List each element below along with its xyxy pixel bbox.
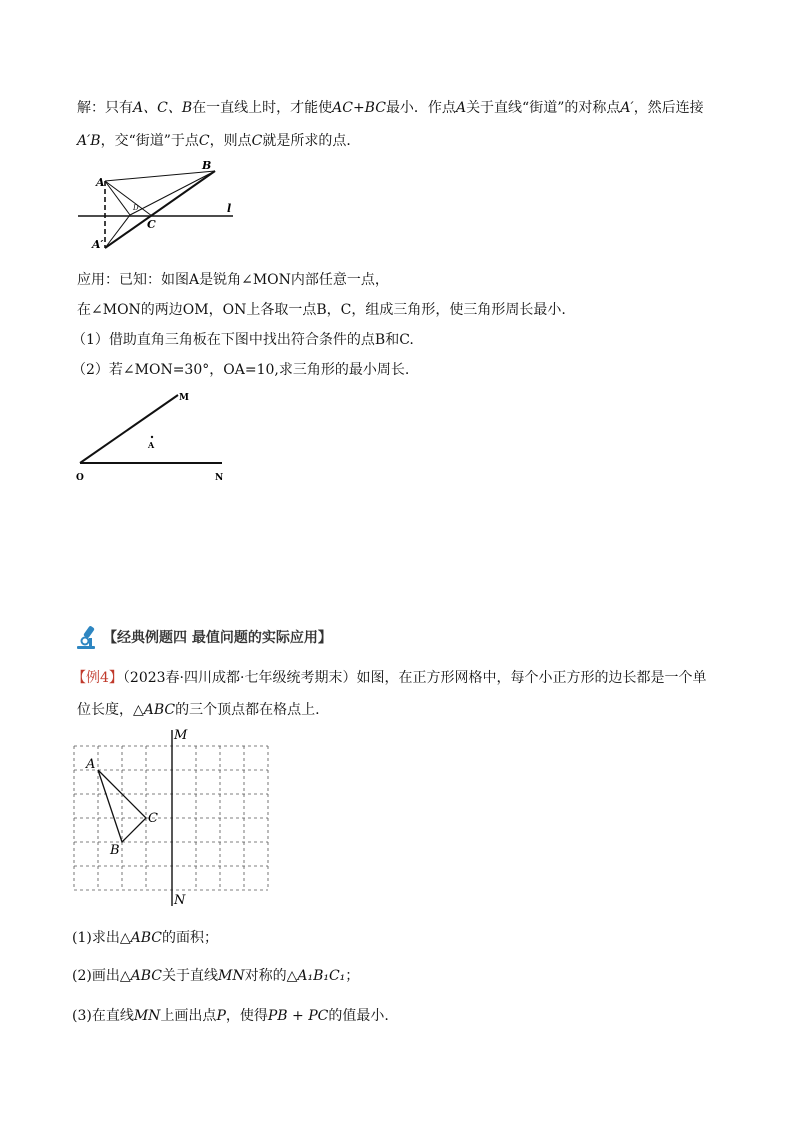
section-header: [75, 624, 332, 650]
question-3: (3)在直线MN上画出点P，使得PB + PC的值最小.: [72, 1008, 389, 1024]
application-question-2: （2）若∠MON=30°，OA=10,求三角形的最小周长.: [72, 362, 410, 378]
label-m: M: [174, 728, 188, 743]
label-c: C: [147, 218, 156, 231]
label-b: B: [110, 843, 120, 858]
intro-line-2: A′B，交“街道”于点C，则点C就是所求的点．: [77, 133, 361, 149]
label-c: C: [148, 811, 158, 826]
label-a: A: [96, 176, 105, 189]
example-line-1: 【例4】（2023春·四川成都·七年级统考期末）如图，在正方形网格中，每个小正方形的边长都是一个单: [72, 670, 707, 686]
grid-figure: [66, 724, 276, 910]
ray-om: [80, 395, 178, 463]
example-tag: 【例4】: [72, 670, 123, 686]
application-question-1: （1）借助直角三角板在下图中找出符合条件的点B和C.: [72, 332, 414, 348]
section-title: 【经典例题四 最值问题的实际应用】: [103, 630, 332, 646]
segment-ac: [105, 181, 152, 216]
label-a-prime: A′: [92, 238, 104, 251]
label-n: N: [174, 893, 186, 908]
label-m: M: [179, 393, 189, 403]
intro-line-1: 解：只有A、C、B在一直线上时，才能使AC+BC最小．作点A关于直线“街道”的对称点A′，然后连接: [77, 100, 704, 116]
microscope-icon: [75, 624, 101, 650]
example-line-2: 位长度，△ABC的三个顶点都在格点上.: [77, 702, 320, 718]
reflection-figure: [75, 156, 240, 256]
label-a: A: [86, 757, 96, 772]
segment-apb: [105, 171, 215, 248]
point-a-dot: [151, 436, 153, 438]
label-n: N: [215, 473, 224, 483]
label-d: D: [133, 204, 139, 212]
label-o: O: [76, 473, 84, 483]
label-a: A: [148, 440, 155, 450]
angle-mon-figure: [72, 386, 242, 486]
application-line-1: 应用：已知：如图A是锐角∠MON内部任意一点，: [77, 272, 389, 288]
segment-apd: [105, 215, 130, 248]
question-2: (2)画出△ABC关于直线MN对称的△A₁B₁C₁；: [72, 968, 360, 984]
label-b: B: [202, 159, 212, 172]
segment-ad: [105, 181, 130, 215]
question-1: (1)求出△ABC的面积；: [72, 930, 218, 946]
label-l: l: [227, 202, 232, 215]
application-line-2: 在∠MON的两边OM，ON上各取一点B，C，组成三角形，使三角形周长最小.: [77, 302, 566, 318]
